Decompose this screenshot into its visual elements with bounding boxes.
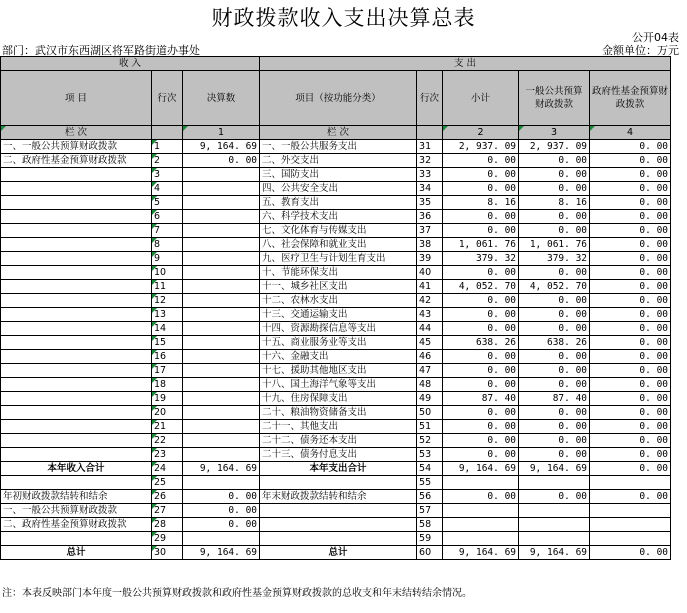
expense-gov-fund: 0. 00: [590, 546, 671, 560]
income-amount: [183, 350, 260, 364]
expense-gov-fund: 0. 00: [590, 448, 671, 462]
expense-general-budget: [519, 518, 590, 532]
income-amount: [183, 252, 260, 266]
expense-row-no: 44: [417, 322, 443, 336]
income-amount: [183, 420, 260, 434]
expense-row-no: 35: [417, 196, 443, 210]
expense-general-budget: 0. 00: [519, 490, 590, 504]
expense-general-budget: 638. 26: [519, 336, 590, 350]
income-item: [1, 238, 152, 252]
expense-gov-fund: 0. 00: [590, 238, 671, 252]
expense-gov-fund: 0. 00: [590, 364, 671, 378]
expense-item: 五、教育支出: [260, 196, 417, 210]
table-row: [1, 504, 671, 518]
income-item: 一、一般公共预算财政拨款: [1, 140, 152, 154]
income-amount: [183, 280, 260, 294]
expense-gov-fund: 0. 00: [590, 196, 671, 210]
expense-item: 一、一般公共服务支出: [260, 140, 417, 154]
expense-general-budget: 0. 00: [519, 266, 590, 280]
expense-subtotal: 0. 00: [443, 434, 519, 448]
income-item: [1, 210, 152, 224]
table-row: [1, 252, 671, 266]
income-item: 二、政府性基金预算财政拨款: [1, 518, 152, 532]
header-row-no-2: 行次: [417, 71, 443, 126]
expense-general-budget: [519, 476, 590, 490]
expense-row-no: 51: [417, 420, 443, 434]
expense-row-no: 36: [417, 210, 443, 224]
expense-row-no: 55: [417, 476, 443, 490]
income-amount: [183, 168, 260, 182]
table-row: [1, 140, 671, 154]
expense-general-budget: 0. 00: [519, 210, 590, 224]
table-row: [1, 182, 671, 196]
income-row-no: 7: [152, 224, 183, 238]
income-item: [1, 182, 152, 196]
income-row-no: 18: [152, 378, 183, 392]
income-row-no: 17: [152, 364, 183, 378]
expense-row-no: 59: [417, 532, 443, 546]
income-item: 总计: [1, 546, 152, 560]
income-amount: [183, 238, 260, 252]
expense-general-budget: 0. 00: [519, 154, 590, 168]
expense-gov-fund: [590, 476, 671, 490]
expense-subtotal: 8. 16: [443, 196, 519, 210]
income-item: [1, 420, 152, 434]
expense-gov-fund: 0. 00: [590, 420, 671, 434]
income-row-no: 22: [152, 434, 183, 448]
col-label-1: 1: [183, 126, 260, 140]
expense-gov-fund: [590, 504, 671, 518]
income-item: [1, 406, 152, 420]
income-amount: [183, 196, 260, 210]
income-row-no: 6: [152, 210, 183, 224]
expense-item: 十七、援助其他地区支出: [260, 364, 417, 378]
income-row-no: 20: [152, 406, 183, 420]
form-code: 公开04表: [632, 31, 679, 44]
expense-general-budget: 0. 00: [519, 406, 590, 420]
expense-subtotal: 0. 00: [443, 420, 519, 434]
expense-item: 十六、金融支出: [260, 350, 417, 364]
table-row: [1, 238, 671, 252]
expense-row-no: 33: [417, 168, 443, 182]
table-row: [1, 434, 671, 448]
expense-gov-fund: 0. 00: [590, 168, 671, 182]
expense-subtotal: 0. 00: [443, 168, 519, 182]
expense-item: 九、医疗卫生与计划生育支出: [260, 252, 417, 266]
income-amount: [183, 266, 260, 280]
expense-row-no: 57: [417, 504, 443, 518]
expense-subtotal: 0. 00: [443, 490, 519, 504]
col-label: 栏 次: [1, 126, 152, 140]
income-row-no: 1: [152, 140, 183, 154]
unit-label: 金额单位：万元: [602, 44, 679, 57]
income-row-no: 4: [152, 182, 183, 196]
expense-general-budget: 2, 937. 09: [519, 140, 590, 154]
expense-item: 四、公共安全支出: [260, 182, 417, 196]
col-label-2: 2: [443, 126, 519, 140]
expense-gov-fund: 0. 00: [590, 434, 671, 448]
income-item: 本年收入合计: [1, 462, 152, 476]
table-row: [1, 364, 671, 378]
expense-row-no: 46: [417, 350, 443, 364]
income-row-no: 23: [152, 448, 183, 462]
expense-item: 十九、住房保障支出: [260, 392, 417, 406]
income-amount: 0. 00: [183, 154, 260, 168]
expense-subtotal: [443, 532, 519, 546]
income-amount: 9, 164. 69: [183, 462, 260, 476]
expense-item: 三、国防支出: [260, 168, 417, 182]
income-item: [1, 448, 152, 462]
expense-row-no: 49: [417, 392, 443, 406]
income-item: [1, 308, 152, 322]
table-row: [1, 294, 671, 308]
expense-subtotal: 0. 00: [443, 210, 519, 224]
expense-row-no: 38: [417, 238, 443, 252]
table-row: [1, 196, 671, 210]
expense-general-budget: 9, 164. 69: [519, 546, 590, 560]
income-row-no: 13: [152, 308, 183, 322]
expense-item: 本年支出合计: [260, 462, 417, 476]
expense-gov-fund: 0. 00: [590, 182, 671, 196]
income-section-header: 收 入: [1, 57, 260, 71]
income-row-no: 24: [152, 462, 183, 476]
expense-row-no: 45: [417, 336, 443, 350]
expense-gov-fund: [590, 532, 671, 546]
expense-gov-fund: 0. 00: [590, 224, 671, 238]
expense-gov-fund: 0. 00: [590, 294, 671, 308]
expense-gov-fund: 0. 00: [590, 378, 671, 392]
expense-general-budget: 1, 061. 76: [519, 238, 590, 252]
expense-general-budget: 0. 00: [519, 378, 590, 392]
income-item: [1, 476, 152, 490]
expense-gov-fund: 0. 00: [590, 350, 671, 364]
expense-subtotal: 87. 40: [443, 392, 519, 406]
expense-general-budget: 0. 00: [519, 308, 590, 322]
income-row-no: 15: [152, 336, 183, 350]
expense-general-budget: 0. 00: [519, 294, 590, 308]
col-label-2-text: 栏 次: [260, 126, 417, 140]
income-row-no: 21: [152, 420, 183, 434]
expense-general-budget: 9, 164. 69: [519, 462, 590, 476]
expense-subtotal: [443, 476, 519, 490]
income-amount: 0. 00: [183, 518, 260, 532]
income-item: [1, 196, 152, 210]
table-row: [1, 210, 671, 224]
expense-row-no: 41: [417, 280, 443, 294]
income-item: [1, 280, 152, 294]
income-item: [1, 434, 152, 448]
expense-gov-fund: 0. 00: [590, 322, 671, 336]
expense-item: 十、节能环保支出: [260, 266, 417, 280]
expense-gov-fund: 0. 00: [590, 462, 671, 476]
header-amount: 决算数: [183, 71, 260, 126]
expense-subtotal: 0. 00: [443, 182, 519, 196]
expense-subtotal: 0. 00: [443, 224, 519, 238]
expense-item: 六、科学技术支出: [260, 210, 417, 224]
footnote: 注：本表反映部门本年度一般公共预算财政拨款和政府性基金预算财政拨款的总收支和年末结转结余情况。: [2, 588, 472, 599]
expense-general-budget: 0. 00: [519, 448, 590, 462]
expense-subtotal: [443, 504, 519, 518]
income-amount: [183, 532, 260, 546]
expense-general-budget: 0. 00: [519, 350, 590, 364]
expense-item: 十二、农林水支出: [260, 294, 417, 308]
table-row: [1, 266, 671, 280]
income-row-no: 5: [152, 196, 183, 210]
header-func-item: 项目（按功能分类）: [260, 71, 417, 126]
expense-gov-fund: 0. 00: [590, 336, 671, 350]
expense-subtotal: 0. 00: [443, 266, 519, 280]
table-row: [1, 378, 671, 392]
table-row: [1, 476, 671, 490]
income-item: [1, 336, 152, 350]
expense-gov-fund: 0. 00: [590, 210, 671, 224]
income-row-no: 2: [152, 154, 183, 168]
table-row: [1, 420, 671, 434]
expense-row-no: 31: [417, 140, 443, 154]
expense-row-no: 50: [417, 406, 443, 420]
income-item: [1, 224, 152, 238]
expense-row-no: 52: [417, 434, 443, 448]
department-label: 部门：武汉市东西湖区将军路街道办事处: [2, 44, 200, 57]
expense-general-budget: 0. 00: [519, 182, 590, 196]
income-item: [1, 350, 152, 364]
table-row: [1, 448, 671, 462]
income-row-no: 28: [152, 518, 183, 532]
col-label-blank: [152, 126, 183, 140]
expense-row-no: 43: [417, 308, 443, 322]
income-amount: [183, 392, 260, 406]
expense-subtotal: 0. 00: [443, 448, 519, 462]
expense-item: 十一、城乡社区支出: [260, 280, 417, 294]
expense-general-budget: 0. 00: [519, 224, 590, 238]
expense-item: [260, 476, 417, 490]
expense-subtotal: 0. 00: [443, 308, 519, 322]
expense-gov-fund: 0. 00: [590, 154, 671, 168]
income-item: [1, 266, 152, 280]
expense-general-budget: [519, 504, 590, 518]
expense-subtotal: 0. 00: [443, 294, 519, 308]
header-general-budget: 一般公共预算财政拨款: [519, 71, 590, 126]
income-item: 一、一般公共预算财政拨款: [1, 504, 152, 518]
income-row-no: 9: [152, 252, 183, 266]
expense-item: 二、外交支出: [260, 154, 417, 168]
expense-gov-fund: 0. 00: [590, 490, 671, 504]
expense-subtotal: 0. 00: [443, 350, 519, 364]
income-amount: [183, 224, 260, 238]
income-amount: [183, 308, 260, 322]
income-item: 二、政府性基金预算财政拨款: [1, 154, 152, 168]
expense-gov-fund: 0. 00: [590, 406, 671, 420]
income-amount: [183, 448, 260, 462]
expense-item: 二十二、债务还本支出: [260, 434, 417, 448]
expense-general-budget: 8. 16: [519, 196, 590, 210]
expense-item: 年末财政拨款结转和结余: [260, 490, 417, 504]
expense-item: 十五、商业服务业等支出: [260, 336, 417, 350]
expense-item: 二十、粮油物资储备支出: [260, 406, 417, 420]
table-row: [1, 280, 671, 294]
expense-subtotal: 2, 937. 09: [443, 140, 519, 154]
expense-item: 总计: [260, 546, 417, 560]
expense-item: 七、文化体育与传媒支出: [260, 224, 417, 238]
table-row: [1, 462, 671, 476]
expense-subtotal: 638. 26: [443, 336, 519, 350]
table-row: [1, 406, 671, 420]
expense-row-no: 42: [417, 294, 443, 308]
expense-general-budget: 379. 32: [519, 252, 590, 266]
table-row: [1, 518, 671, 532]
income-row-no: 19: [152, 392, 183, 406]
income-item: [1, 392, 152, 406]
col-label-4: 4: [590, 126, 671, 140]
expense-general-budget: 0. 00: [519, 434, 590, 448]
expense-subtotal: 0. 00: [443, 364, 519, 378]
expense-general-budget: 0. 00: [519, 420, 590, 434]
expense-item: 二十三、债务付息支出: [260, 448, 417, 462]
expense-gov-fund: 0. 00: [590, 140, 671, 154]
expense-general-budget: [519, 532, 590, 546]
income-amount: [183, 210, 260, 224]
table-row: [1, 308, 671, 322]
col-label-3: 3: [519, 126, 590, 140]
expense-row-no: 37: [417, 224, 443, 238]
expense-row-no: 39: [417, 252, 443, 266]
income-amount: [183, 322, 260, 336]
expense-row-no: 56: [417, 490, 443, 504]
income-row-no: 14: [152, 322, 183, 336]
expense-subtotal: 1, 061. 76: [443, 238, 519, 252]
income-row-no: 8: [152, 238, 183, 252]
expense-row-no: 40: [417, 266, 443, 280]
expense-general-budget: 87. 40: [519, 392, 590, 406]
income-row-no: 26: [152, 490, 183, 504]
expense-gov-fund: 0. 00: [590, 280, 671, 294]
table-row: [1, 154, 671, 168]
income-amount: 0. 00: [183, 490, 260, 504]
income-item: [1, 322, 152, 336]
expense-subtotal: 0. 00: [443, 322, 519, 336]
expense-gov-fund: 0. 00: [590, 308, 671, 322]
expense-subtotal: 9, 164. 69: [443, 546, 519, 560]
income-row-no: 27: [152, 504, 183, 518]
header-row-no: 行次: [152, 71, 183, 126]
expense-item: 十四、资源勘探信息等支出: [260, 322, 417, 336]
expense-general-budget: 0. 00: [519, 364, 590, 378]
income-item: [1, 168, 152, 182]
expense-row-no: 53: [417, 448, 443, 462]
expense-item: 二十一、其他支出: [260, 420, 417, 434]
header-item: 项 目: [1, 71, 152, 126]
expense-gov-fund: [590, 518, 671, 532]
income-item: [1, 294, 152, 308]
expense-item: [260, 518, 417, 532]
table-row: [1, 168, 671, 182]
expense-subtotal: 4, 052. 70: [443, 280, 519, 294]
income-item: 年初财政拨款结转和结余: [1, 490, 152, 504]
expense-item: 八、社会保障和就业支出: [260, 238, 417, 252]
expense-subtotal: 9, 164. 69: [443, 462, 519, 476]
income-amount: [183, 434, 260, 448]
summary-table: [0, 56, 671, 560]
expense-item: [260, 504, 417, 518]
income-amount: 9, 164. 69: [183, 546, 260, 560]
income-row-no: 3: [152, 168, 183, 182]
expense-subtotal: 0. 00: [443, 378, 519, 392]
header-gov-fund: 政府性基金预算财政拨款: [590, 71, 671, 126]
income-amount: [183, 294, 260, 308]
income-row-no: 30: [152, 546, 183, 560]
income-row-no: 29: [152, 532, 183, 546]
expense-subtotal: 379. 32: [443, 252, 519, 266]
expense-gov-fund: 0. 00: [590, 252, 671, 266]
expense-section-header: 支 出: [260, 57, 671, 71]
table-row: [1, 336, 671, 350]
expense-item: [260, 532, 417, 546]
income-amount: [183, 364, 260, 378]
income-amount: [183, 476, 260, 490]
income-row-no: 16: [152, 350, 183, 364]
table-row: [1, 322, 671, 336]
income-row-no: 12: [152, 294, 183, 308]
table-row: [1, 546, 671, 560]
income-amount: 9, 164. 69: [183, 140, 260, 154]
table-row: [1, 532, 671, 546]
expense-general-budget: 0. 00: [519, 168, 590, 182]
expense-row-no: 54: [417, 462, 443, 476]
col-label-blank-2: [417, 126, 443, 140]
expense-item: 十八、国土海洋气象等支出: [260, 378, 417, 392]
expense-gov-fund: 0. 00: [590, 266, 671, 280]
expense-general-budget: 0. 00: [519, 322, 590, 336]
income-item: [1, 378, 152, 392]
income-amount: 0. 00: [183, 504, 260, 518]
income-amount: [183, 182, 260, 196]
income-row-no: 10: [152, 266, 183, 280]
header-subtotal: 小计: [443, 71, 519, 126]
expense-row-no: 34: [417, 182, 443, 196]
expense-subtotal: 0. 00: [443, 154, 519, 168]
income-row-no: 11: [152, 280, 183, 294]
expense-item: 十三、交通运输支出: [260, 308, 417, 322]
expense-gov-fund: 0. 00: [590, 392, 671, 406]
income-item: [1, 252, 152, 266]
income-amount: [183, 406, 260, 420]
expense-subtotal: 0. 00: [443, 406, 519, 420]
table-row: [1, 224, 671, 238]
expense-subtotal: [443, 518, 519, 532]
expense-row-no: 48: [417, 378, 443, 392]
expense-general-budget: 4, 052. 70: [519, 280, 590, 294]
income-amount: [183, 378, 260, 392]
expense-row-no: 47: [417, 364, 443, 378]
income-item: [1, 532, 152, 546]
income-amount: [183, 336, 260, 350]
table-row: [1, 392, 671, 406]
table-row: [1, 350, 671, 364]
expense-row-no: 32: [417, 154, 443, 168]
table-row: [1, 490, 671, 504]
income-item: [1, 364, 152, 378]
expense-row-no: 58: [417, 518, 443, 532]
expense-row-no: 60: [417, 546, 443, 560]
income-row-no: 25: [152, 476, 183, 490]
report-title: 财政拨款收入支出决算总表: [211, 6, 476, 30]
